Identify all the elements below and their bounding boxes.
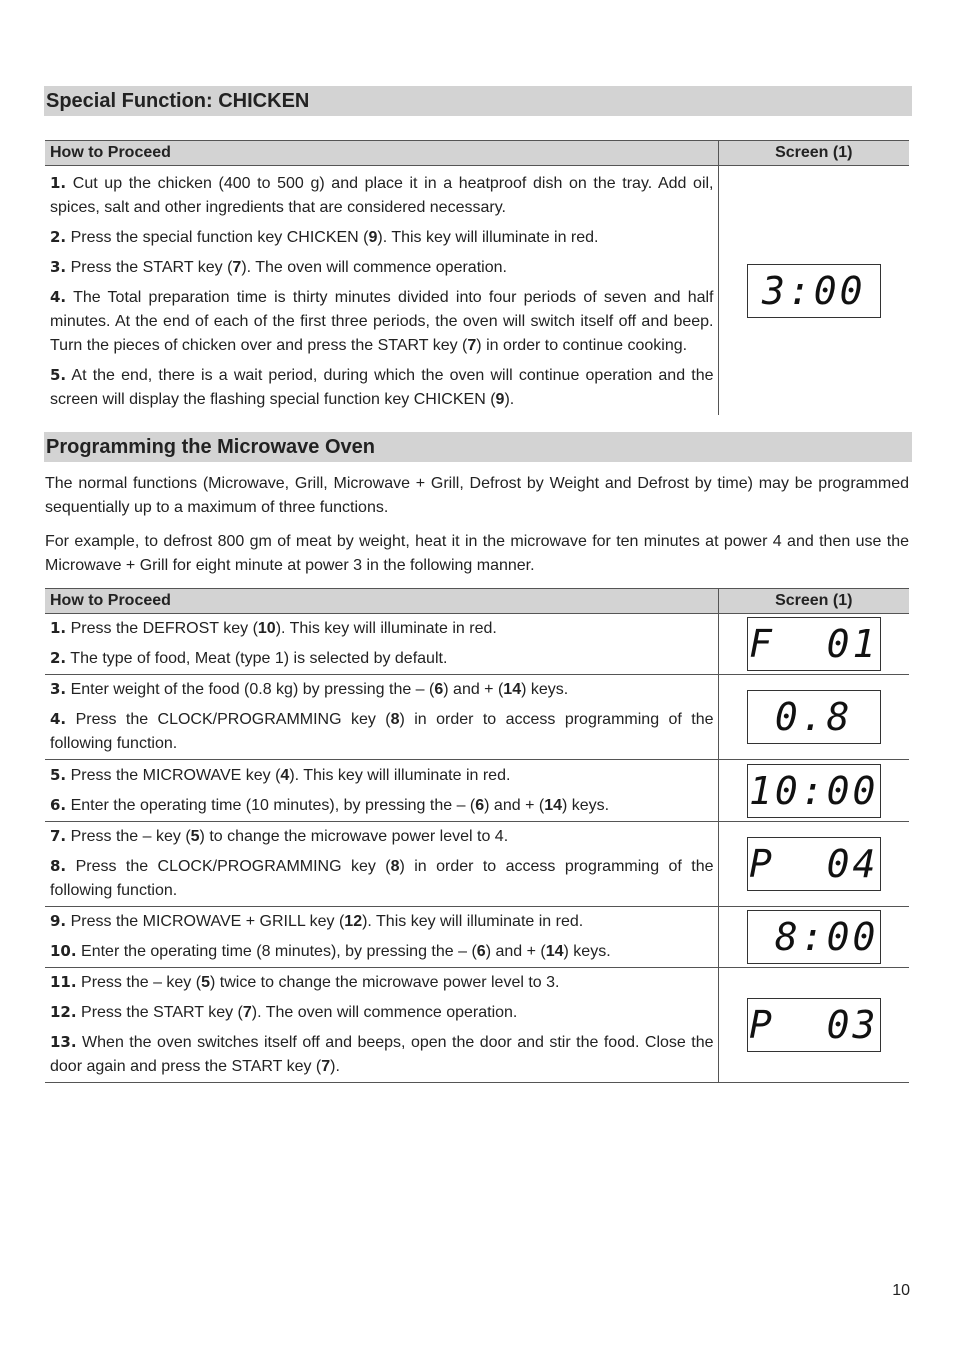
intro-paragraph: The normal functions (Microwave, Grill, Microwave + Grill, Defrost by Weight and Defrost by time) may be programmed sequentially up to a maximum of three functions.: [45, 475, 909, 516]
steps-cell: [45, 760, 718, 822]
table-row: [45, 968, 909, 1083]
step-item: 3. Enter weight of the food (0.8 kg) by pressing the – (6) and + (14) keys.: [50, 680, 569, 698]
steps-cell: [45, 614, 718, 675]
screen-cell: [718, 675, 909, 760]
table-header-row: [45, 141, 909, 166]
steps-cell: [45, 675, 718, 760]
step-item: 3. Press the START key (7). The oven will commence operation.: [50, 258, 507, 276]
table-row: [45, 907, 909, 968]
step-item: 10. Enter the operating time (8 minutes), by pressing the – (6) and + (14) keys.: [50, 942, 611, 960]
screen-cell: [718, 907, 909, 968]
lcd-display: P 03: [747, 998, 881, 1052]
step-item: 12. Press the START key (7). The oven will commence operation.: [50, 1003, 518, 1021]
programming-steps-table: [45, 588, 909, 1083]
step-item: 5. Press the MICROWAVE key (4). This key will illuminate in red.: [50, 765, 511, 784]
lcd-display: 8:00: [747, 910, 881, 964]
header-how-to-proceed: How to Proceed: [45, 589, 718, 614]
table-row: [45, 822, 909, 907]
lcd-display: 3:00: [747, 264, 881, 318]
section-heading-programming: Programming the Microwave Oven: [44, 432, 912, 462]
lcd-display: 0.8: [747, 690, 881, 744]
table-row: [45, 675, 909, 760]
screen-cell: [718, 968, 909, 1083]
lcd-display: F 01: [747, 617, 881, 671]
table-row: [45, 166, 909, 416]
header-screen: Screen (1): [718, 141, 909, 166]
step-item: 9. Press the MICROWAVE + GRILL key (12). This key will illuminate in red.: [50, 912, 584, 930]
table-row: [45, 760, 909, 822]
step-item: 1. Cut up the chicken (400 to 500 g) and place it in a heatproof dish on the tray. Add oil, spices, salt and other ingredients that are considered necessary.: [50, 174, 714, 216]
step-item: 2. Press the special function key CHICKEN (9). This key will illuminate in red.: [50, 228, 599, 246]
screen-cell: [718, 614, 909, 675]
screen-cell: [718, 166, 909, 416]
step-item: 2. The type of food, Meat (type 1) is selected by default.: [50, 649, 448, 667]
section-heading-chicken: Special Function: CHICKEN: [44, 86, 912, 116]
step-item: 6. Enter the operating time (10 minutes), by pressing the – (6) and + (14) keys.: [50, 795, 610, 814]
lcd-display: P 04: [747, 837, 881, 891]
header-how-to-proceed: How to Proceed: [45, 141, 718, 166]
step-item: 4. The Total preparation time is thirty minutes divided into four periods of seven and half minutes. At the end of each of the first three periods, the oven will switch itself off and beep. Turn the pieces of chicken over and press the START key (7) in order to continue cooking.: [50, 288, 714, 354]
example-paragraph: For example, to defrost 800 gm of meat by weight, heat it in the microwave for ten minutes at power 4 and then use the Microwave + Grill for eight minute at power 3 in the following manner.: [45, 533, 909, 574]
screen-cell: [718, 822, 909, 907]
table-header-row: [45, 589, 909, 614]
lcd-display: 10:00: [747, 764, 881, 818]
step-item: 4. Press the CLOCK/PROGRAMMING key (8) in order to access programming of the following function.: [50, 710, 714, 752]
steps-cell: [45, 166, 718, 416]
header-screen: Screen (1): [718, 589, 909, 614]
step-item: 11. Press the – key (5) twice to change the microwave power level to 3.: [50, 973, 560, 991]
page-number: 10: [892, 1282, 910, 1299]
step-item: 5. At the end, there is a wait period, during which the oven will continue operation and the screen will display the flashing special function key CHICKEN (9).: [50, 366, 714, 408]
chicken-steps-table: [45, 140, 909, 415]
steps-cell: [45, 822, 718, 907]
table-row: [45, 614, 909, 675]
step-item: 13. When the oven switches itself off and beeps, open the door and stir the food. Close the door again and press the START key (7).: [50, 1033, 714, 1075]
step-item: 8. Press the CLOCK/PROGRAMMING key (8) in order to access programming of the following function.: [50, 857, 714, 899]
steps-cell: [45, 968, 718, 1083]
step-item: 1. Press the DEFROST key (10). This key will illuminate in red.: [50, 619, 497, 637]
step-item: 7. Press the – key (5) to change the microwave power level to 4.: [50, 827, 509, 845]
screen-cell: [718, 760, 909, 822]
steps-cell: [45, 907, 718, 968]
